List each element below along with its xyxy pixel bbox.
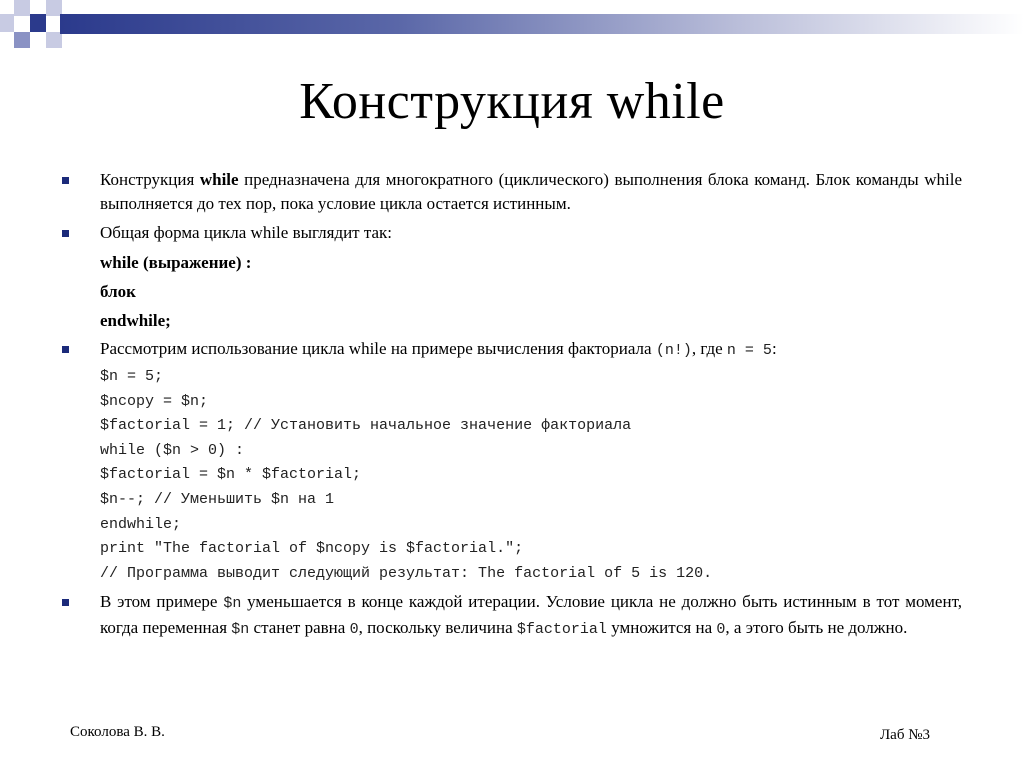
code-line: $n = 5; (100, 368, 164, 385)
footer-lab-number: Лаб №3 (880, 727, 931, 743)
syntax-line: endwhile; (100, 311, 171, 330)
code-line: print "The factorial of $ncopy is $factorial."; (100, 540, 524, 558)
square-bullet-icon (62, 177, 69, 184)
deco-square (30, 14, 46, 32)
code-line: $ncopy = $n; (100, 392, 209, 410)
bullet-item: Общая форма цикла while выглядит так: (62, 221, 962, 245)
bullet-item: Конструкция while предназначена для многократного (циклического) выполнения блока команд. Блок команды while выполняется до тех пор, пока условие цикла остается истинным. (62, 168, 962, 216)
code-line: // Программа выводит следующий результат: The factorial of 5 is 120. (100, 564, 713, 582)
square-bullet-icon (62, 599, 69, 606)
code-line: $n--; // Уменьшить $n на 1 (100, 490, 335, 508)
deco-square (14, 32, 30, 48)
square-bullet-icon (62, 346, 69, 353)
code-block (62, 365, 962, 586)
syntax-line: while (выражение) : (100, 253, 252, 272)
bullet-item: Рассмотрим использование цикла while на примере вычисления факториала (n!), где n = 5: (62, 337, 962, 363)
deco-square (0, 14, 14, 32)
code-line: $factorial = 1; // Установить начальное значение факториала (100, 417, 632, 435)
code-line: while ($n > 0) : (100, 441, 245, 459)
deco-square (46, 32, 62, 48)
square-bullet-icon (62, 230, 69, 237)
slide-content (62, 168, 962, 642)
code-line: endwhile; (100, 515, 182, 533)
header-gradient-bar (60, 14, 1024, 34)
code-line: $factorial = $n * $factorial; (100, 466, 362, 484)
syntax-line: блок (100, 282, 136, 301)
bullet-item: В этом примере $n уменьшается в конце каждой итерации. Условие цикла не должно быть истинным в тот момент, когда переменная $n станет равна 0, поскольку величина $factorial умножится на 0, а этого быть не должно. (62, 590, 962, 642)
slide-title: Конструкция while (299, 73, 725, 130)
deco-square (14, 0, 30, 16)
footer-author: Соколова В. В. (70, 724, 165, 740)
